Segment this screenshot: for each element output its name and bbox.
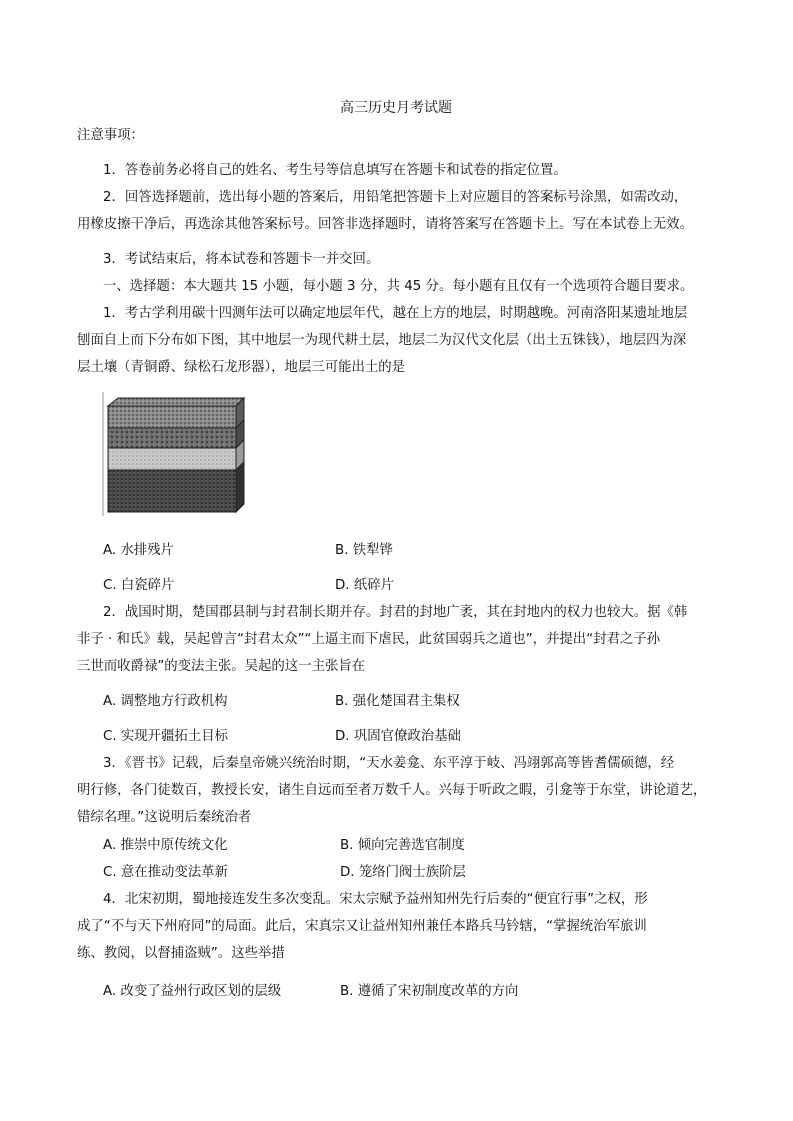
- question-3-option-d: D. 笼络门阀士族阶层: [340, 865, 466, 880]
- question-4-line-1: 4．北宋初期，蜀地接连发生多次变乱。宋太宗赋予益州知州先行后奏的“便宜行事”之权，形: [103, 892, 648, 907]
- question-3-option-a: A. 推崇中原传统文化: [103, 838, 228, 853]
- layer-4-front: [108, 470, 236, 512]
- question-1-line-3: 层土壤（青铜爵、绿松石龙形器），地层三可能出土的是: [77, 360, 406, 375]
- notice-item-2-line-1: 2．回答选择题前，选出每小题的答案后，用铅笔把答题卡上对应题目的答案标号涂黑，如需改动，: [103, 190, 688, 205]
- question-1-option-b: B. 铁犁铧: [335, 543, 393, 558]
- question-2-option-d: D. 巩固官僚政治基础: [335, 729, 461, 744]
- question-2-option-b: B. 强化楚国君主集权: [335, 694, 460, 709]
- stratigraphy-figure: [100, 390, 250, 518]
- question-1-option-a: A. 水排残片: [103, 543, 174, 558]
- question-3-line-2: 明行修，各门徒数百，教授长安，诸生自远而至者万数千人。兴每于听政之暇，引龛等于东堂，讲论道艺，: [77, 783, 707, 798]
- layer-4-side: [236, 462, 244, 512]
- question-2-option-c: C. 实现开疆拓土目标: [103, 729, 228, 744]
- layer-1-top-face: [108, 398, 244, 406]
- section-heading: 一、选择题：本大题共 15 小题，每小题 3 分，共 45 分。每小题有且仅有一个选项符合题目要求。: [103, 279, 694, 294]
- layer-1-front: [108, 406, 236, 428]
- notice-item-1: 1．答卷前务必将自己的姓名、考生号等信息填写在答题卡和试卷的指定位置。: [103, 163, 567, 178]
- question-4-line-3: 练、教阅，以督捕盗贼”。这些举措: [77, 946, 285, 961]
- notice-item-2-line-2: 用橡皮擦干净后，再选涂其他答案标号。回答非选择题时，请将答案写在答题卡上。写在本试卷上无效。: [77, 217, 693, 232]
- question-1-option-c: C. 白瓷碎片: [103, 578, 175, 593]
- question-2-option-a: A. 调整地方行政机构: [103, 694, 228, 709]
- question-1-line-2: 刨面自上而下分布如下图，其中地层一为现代耕土层，地层二为汉代文化层（出土五铢钱），地层四为深: [77, 333, 687, 348]
- question-3-line-1: 3．《晋书》记载，后秦皇帝姚兴统治时期，“天水姜龛、东平淳于岐、冯翊郭高等皆耆儒硕德，经: [103, 756, 675, 771]
- page-title: 高三历史月考试题: [340, 100, 452, 116]
- question-4-option-b: B. 遵循了宋初制度改革的方向: [340, 984, 519, 999]
- question-1-line-1: 1．考古学利用碳十四测年法可以确定地层年代，越在上方的地层，时期越晚。河南洛阳某遗址地层: [103, 306, 688, 321]
- question-2-line-2: 非子 · 和氏》载，吴起曾言“封君太众”“上逼主而下虐民，此贫国弱兵之道也”，并提出“封君之子孙: [77, 632, 661, 647]
- question-2-line-1: 2．战国时期，楚国郡县制与封君制长期并存。封君的封地广袤，其在封地内的权力也较大。据《韩: [103, 605, 688, 620]
- question-4-line-2: 成了“不与天下州府同”的局面。此后，宋真宗又让益州知州兼任本路兵马钤辖，“掌握统治军旅训: [77, 919, 647, 934]
- question-1-option-d: D. 纸碎片: [335, 578, 394, 593]
- question-3-option-b: B. 倾向完善选官制度: [340, 838, 465, 853]
- notice-item-3: 3．考试结束后，将本试卷和答题卡一并交回。: [103, 252, 380, 267]
- question-3-option-c: C. 意在推动变法革新: [103, 865, 228, 880]
- question-4-option-a: A. 改变了益州行政区划的层级: [103, 984, 282, 999]
- question-2-line-3: 三世而收爵禄”的变法主张。吴起的这一主张旨在: [77, 659, 366, 674]
- layer-2-front: [108, 428, 236, 448]
- layer-3-front: [108, 448, 236, 470]
- question-3-line-3: 错综名理。”这说明后秦统治者: [77, 810, 252, 825]
- notice-heading: 注意事项：: [77, 128, 144, 143]
